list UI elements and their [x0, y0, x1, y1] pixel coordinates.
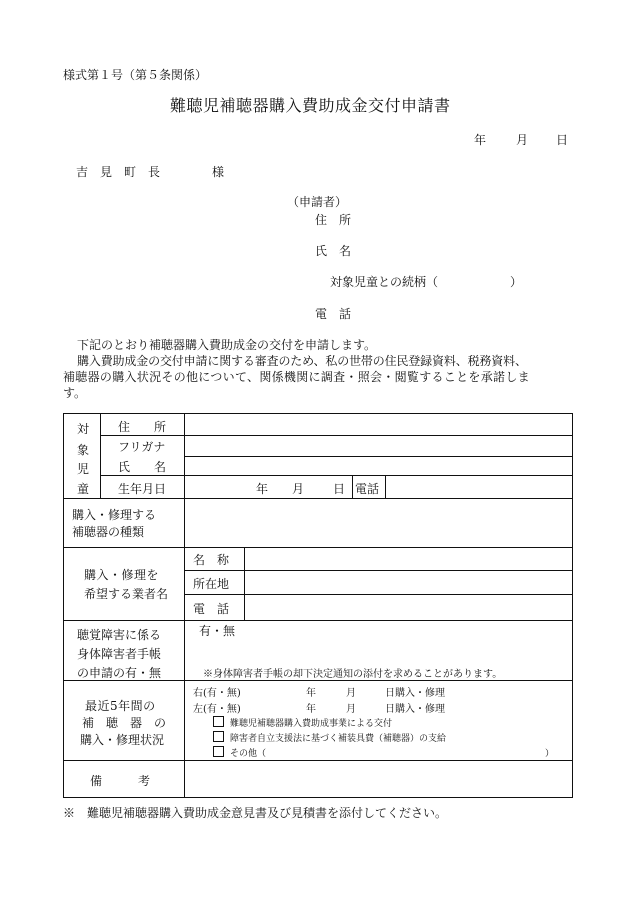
left-ear-label: 左(有・無)	[193, 704, 241, 715]
child-birthdate-label: 生年月日	[118, 482, 167, 496]
birth-year: 年	[256, 482, 269, 496]
remarks-label: 備 考	[90, 774, 151, 788]
disability-label-2: 身体障害者手帳	[77, 647, 162, 661]
option-2	[213, 731, 446, 744]
child-vertical-3: 児	[77, 462, 90, 476]
checkbox-option-2[interactable]	[213, 731, 224, 742]
form-number: 様式第１号（第５条関係）	[63, 68, 208, 82]
option-1	[213, 716, 392, 729]
addressee-honorific: 様	[212, 165, 225, 179]
option-2-label: 障害者自立支援法に基づく補装具費（補聴器）の支給	[230, 734, 447, 744]
disability-note: ※身体障害者手帳の却下決定通知の添付を求めることがあります。	[203, 669, 503, 680]
option-1-label: 難聴児補聴器購入費助成事業による交付	[230, 719, 393, 729]
disability-yes-no: 有・無	[199, 624, 236, 638]
applicant-label: （申請者）	[287, 195, 348, 209]
request-paragraph: 下記のとおり補聴器購入費助成金の交付を申請します。	[77, 338, 377, 352]
vendor-phone-label: 電 話	[193, 602, 230, 616]
date-month: 月	[516, 133, 529, 147]
child-vertical-4: 童	[77, 482, 90, 496]
footnote: ※ 難聴児補聴器購入費助成金意見書及び見積書を添付してください。	[63, 806, 448, 820]
vendor-location-label: 所在地	[193, 577, 230, 591]
child-address-label: 住 所	[118, 420, 167, 434]
option-3-close: ）	[545, 749, 555, 759]
birth-month: 月	[292, 482, 305, 496]
hearing-aid-type-label-1: 購入・修理する	[72, 508, 157, 522]
applicant-phone-label: 電 話	[315, 307, 352, 321]
child-name-label: 氏 名	[118, 460, 167, 474]
applicant-relation-label: 対象児童との続柄（ ）	[330, 275, 523, 289]
option-3-label: その他（	[230, 749, 267, 759]
option-3	[213, 746, 266, 759]
applicant-address-label: 住 所	[315, 213, 352, 227]
consent-paragraph-line2: 補聴器の購入状況その他について、関係機関に調査・照会・閲覧することを承諾しま	[63, 370, 530, 384]
right-day-purchase: 日購入・修理	[385, 688, 445, 699]
page-title: 難聴児補聴器購入費助成金交付申請書	[170, 96, 451, 115]
history-label-2: 補 聴 器 の	[82, 716, 167, 730]
left-day-purchase: 日購入・修理	[385, 704, 445, 715]
right-ear-label: 右(有・無)	[193, 688, 241, 699]
left-month: 月	[346, 704, 356, 715]
consent-paragraph-line3: す。	[63, 386, 87, 400]
right-year: 年	[306, 688, 316, 699]
addressee: 吉 見 町 長	[76, 165, 161, 179]
right-month: 月	[346, 688, 356, 699]
disability-label-1: 聴覚障害に係る	[77, 628, 162, 642]
birth-day: 日	[333, 482, 346, 496]
history-label-3: 購入・修理状況	[80, 733, 165, 747]
child-furigana-label: フリガナ	[118, 440, 166, 454]
disability-label-3: の申請の有・無	[77, 666, 162, 680]
date-day: 日	[556, 133, 569, 147]
vendor-label-1: 購入・修理を	[84, 568, 160, 582]
child-vertical-1: 対	[77, 422, 90, 436]
checkbox-option-1[interactable]	[213, 716, 224, 727]
vendor-name-label: 名 称	[193, 553, 230, 567]
history-label-1: 最近5年間の	[85, 699, 156, 713]
checkbox-option-3[interactable]	[213, 746, 224, 757]
date-year: 年	[474, 133, 487, 147]
left-year: 年	[306, 704, 316, 715]
applicant-name-label: 氏 名	[315, 244, 352, 258]
consent-paragraph-line1: 購入費助成金の交付申請に関する審査のため、私の世帯の住民登録資料、税務資料、	[77, 354, 527, 368]
child-phone-label: 電話	[355, 482, 380, 496]
child-vertical-2: 象	[77, 443, 90, 457]
hearing-aid-type-label-2: 補聴器の種類	[72, 525, 145, 539]
vendor-label-2: 希望する業者名	[84, 587, 169, 601]
